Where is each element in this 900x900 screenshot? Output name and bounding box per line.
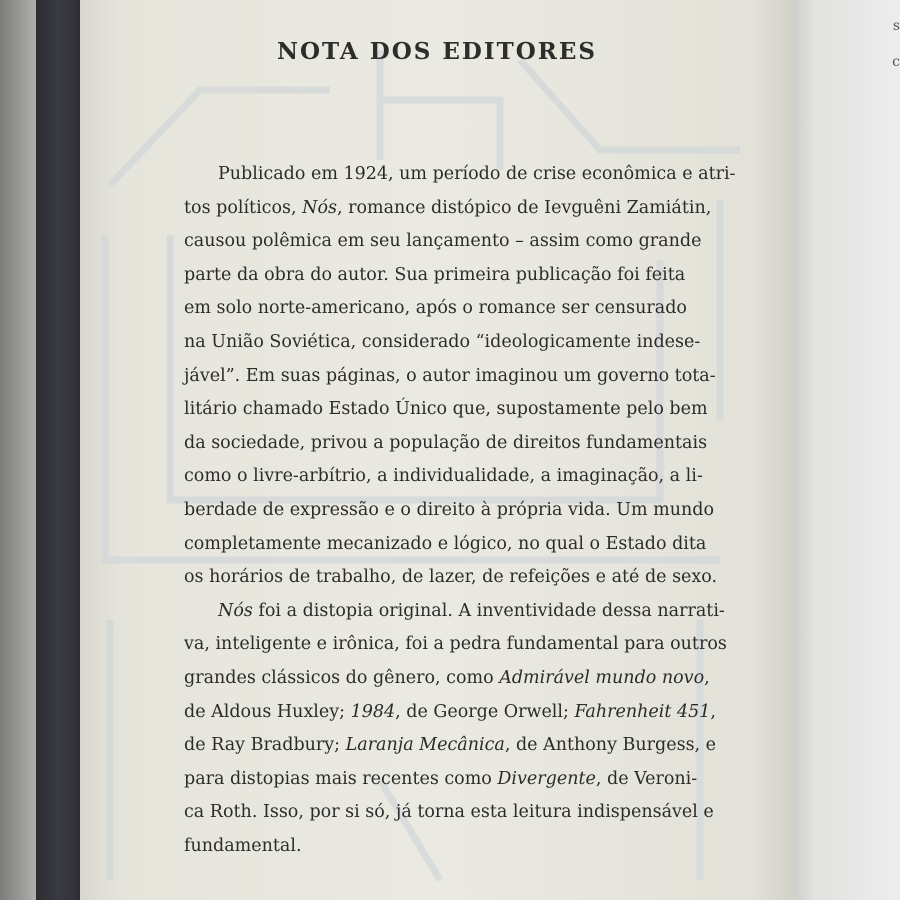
text-line bbox=[184, 528, 707, 562]
text-line bbox=[184, 427, 708, 461]
text-segment: para distopias mais recentes como bbox=[184, 768, 498, 789]
text-line bbox=[184, 662, 710, 696]
text-line bbox=[184, 830, 684, 864]
italic-title: Divergente bbox=[497, 768, 596, 789]
italic-title: Nós bbox=[302, 197, 337, 218]
text-line bbox=[184, 393, 708, 427]
text-segment: ca Roth. Isso, por si só, já torna esta leitura indispensável e bbox=[184, 802, 714, 823]
text-line bbox=[184, 595, 725, 629]
text-segment: causou polêmica em seu lançamento – assim como grande bbox=[184, 231, 702, 252]
text-segment: , bbox=[704, 667, 710, 688]
text-segment: parte da obra do autor. Sua primeira publicação foi feita bbox=[184, 264, 686, 285]
text-segment: Publicado em 1924, um período de crise econômica e atri- bbox=[218, 164, 736, 184]
text-segment: , romance distópico de Ievguêni Zamiátin, bbox=[336, 197, 712, 218]
adjacent-page-fragment: c bbox=[892, 54, 900, 70]
text-segment: litário chamado Estado Único que, supostamente pelo bem bbox=[184, 399, 708, 420]
text-segment: , de Anthony Burgess, e bbox=[504, 735, 717, 756]
text-segment: , de George Orwell; bbox=[395, 701, 575, 722]
text-line bbox=[184, 628, 727, 662]
italic-title: Nós bbox=[218, 600, 253, 621]
text-segment: berdade de expressão e o direito à própria vida. Um mundo bbox=[184, 499, 714, 520]
text-segment: de Ray Bradbury; bbox=[184, 735, 346, 756]
text-line bbox=[184, 460, 703, 494]
text-segment: de Aldous Huxley; bbox=[184, 701, 351, 722]
text-segment: va, inteligente e irônica, foi a pedra fundamental para outros bbox=[184, 634, 727, 655]
text-segment: da sociedade, privou a população de direitos fundamentais bbox=[184, 432, 708, 453]
text-line bbox=[184, 360, 716, 394]
text-line bbox=[184, 494, 714, 528]
body-text bbox=[184, 158, 736, 863]
text-segment: fundamental. bbox=[184, 835, 302, 856]
text-line bbox=[184, 729, 717, 763]
text-line bbox=[184, 192, 712, 226]
text-line bbox=[184, 696, 716, 730]
text-line bbox=[184, 292, 687, 326]
text-line bbox=[184, 561, 718, 595]
book-cover-edge bbox=[36, 0, 80, 900]
text-segment: tos políticos, bbox=[184, 197, 303, 218]
adjacent-page bbox=[794, 0, 900, 900]
text-line bbox=[184, 225, 702, 259]
text-segment: completamente mecanizado e lógico, no qual o Estado dita bbox=[184, 533, 707, 554]
page-title: NOTA DOS EDITORES bbox=[276, 38, 597, 65]
text-segment: grandes clássicos do gênero, como bbox=[184, 667, 500, 688]
text-segment: , de Veroni- bbox=[595, 768, 698, 789]
text-line bbox=[184, 326, 701, 360]
text-line bbox=[184, 158, 736, 192]
adjacent-page-fragment: s bbox=[892, 18, 900, 34]
text-segment: , bbox=[710, 701, 716, 722]
text-line bbox=[184, 796, 714, 830]
text-line bbox=[184, 259, 684, 293]
text-segment: os horários de trabalho, de lazer, de refeições e até de sexo. bbox=[184, 567, 718, 588]
text-segment: jável”. Em suas páginas, o autor imaginou um governo tota- bbox=[184, 365, 716, 386]
text-line bbox=[184, 763, 698, 797]
text-segment: em solo norte-americano, após o romance ser censurado bbox=[184, 298, 687, 319]
italic-title: Admirável mundo novo bbox=[499, 667, 705, 688]
book-page bbox=[80, 0, 794, 900]
italic-title: 1984 bbox=[350, 701, 396, 722]
italic-title: Fahrenheit 451 bbox=[574, 701, 711, 722]
background-surface bbox=[0, 0, 36, 900]
text-segment: na União Soviética, considerado “ideologicamente indese- bbox=[184, 331, 701, 352]
italic-title: Laranja Mecânica bbox=[345, 735, 505, 756]
text-segment: foi a distopia original. A inventividade dessa narrati- bbox=[252, 600, 725, 621]
text-segment: como o livre-arbítrio, a individualidade, a imaginação, a li- bbox=[184, 466, 703, 487]
